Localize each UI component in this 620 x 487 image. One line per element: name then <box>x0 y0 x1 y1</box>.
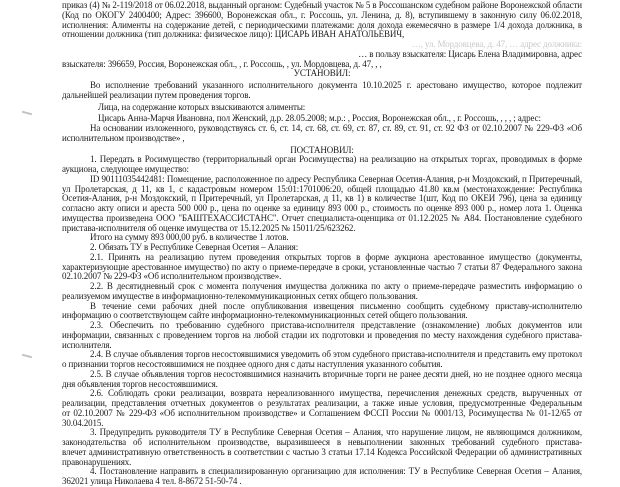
text-line: 2.6. Соблюдать сроки реализации, возврата нереализованного имущества, перечисления денежных средств, вырученных от <box>90 389 582 399</box>
text-line: реализации, представления отчетных документов о результатах реализации, а также иные условия, предусмотренные Федеральным <box>62 399 582 408</box>
scan-mark <box>22 354 32 359</box>
text-line: 02.10.2007 № 229-ФЗ «Об исполнительном производстве». <box>62 271 282 282</box>
text-line: информацию о соответствующем сайте информационно-телекоммуникационных сетей общего пользования. <box>62 310 468 321</box>
text-line: имущества произведена ООО "БАШТЕХАССИСТАНС". Отчет специалиста-оценщика от 01.12.2025 № А84. Постановление судебного <box>62 213 582 223</box>
text-line: реализуемом имуществе в информационно-телекоммуникационных сетях общего пользования. <box>62 290 418 301</box>
text-line: Итого на сумму 893 000,00 руб. в количестве 1 лотов. <box>90 232 289 243</box>
text-line: исполнения: Алименты на содержание детей, с периодическими платежами: доля дохода ежемесячно в размере 1/4 дохода должника, в <box>62 20 582 30</box>
text-line: от 02.10.2007 № 229-ФЗ «Об исполнительном производстве» и Соглашением ФССП России № 0001/13, Росимущества № 01-12/65 от <box>62 408 582 418</box>
text-line: взыскателя: 396659, Россия, Воронежская обл., , г. Россошь, , ул. Мордовцева, д. 47, , , <box>62 58 382 69</box>
text-line: 2.1. Принять на реализацию путем проведения открытых торгов в форме аукциона арестованное имущество (документы, <box>90 252 582 262</box>
text-line: характеризующие арестованное имущество) по акту о приеме-передаче в сроки, установленные частью 7 статьи 87 Федерального закона <box>62 262 582 272</box>
text-line-faded: …, ул. Мордовцева, д. 47, … адрес должника: <box>411 39 582 49</box>
text-line: информации, связанных с проведением торгов на любой стадии их подготовки и проведения по месту нахождения судебного пристава- <box>62 330 582 340</box>
text-line: о признании торгов несостоявшимися не позднее одного дня с даты наступления указанного события. <box>62 359 443 369</box>
text-line: приказ (4) № 2-119/2018 от 06.02.2018, выданный органом: Судебный участок № 5 в Россошанском судебном районе Воронежской области <box>62 1 582 10</box>
text-line: исполнительном производстве» , <box>62 132 185 143</box>
text-line: ул Пролетарская, д 11, кв 1, с кадастровым номером 15:01:1701006:20, общей площадью 41.80 кв.м (местонахождение: Республика <box>62 184 582 194</box>
text-line: На основании изложенного, руководствуясь ст. 6, ст. 14, ст. 68, ст. 69, ст. 87, ст. 89, ст. 91, ст. 92 ФЗ от 02.10.2007 № 229-ФЗ «Об <box>90 124 582 133</box>
text-line: дальнейшей реализации путем проведения торгов. <box>62 89 251 100</box>
text-line: 362021 улица Николаева 4 тел. 8-8672 51-50-74 . <box>62 476 242 486</box>
text-line: 2.2. В десятидневный срок с момента получения имущества должника по акту о приеме-передаче разместить информацию о <box>90 282 582 291</box>
text-line: дня объявления торгов несостоявшимися. <box>62 378 218 389</box>
text-line: Цисарь Анна-Марчя Ивановна, пол Женский, д.р. 28.05.2008; м.р.: , Россия, Воронежская обл., , г. Россошь, , , , ; адрес: <box>98 113 541 124</box>
text-line: согласно акту описи и ареста 500 000 р., цена по оценке за единицу 893 000 р., стоимость по оценке 893 000 р., номер лота 1. Оценка <box>62 204 582 213</box>
text-line: исполнителя. <box>62 339 112 350</box>
text-line: 30.04.2015. <box>62 417 104 428</box>
text-line: 2. Обязать ТУ в Республике Северная Осетия – Алания: <box>90 242 299 252</box>
text-line: пристава-исполнителя об оценке имущества от 15.12.2025 № 15011/25/623262. <box>62 222 356 233</box>
scan-mark <box>22 111 32 116</box>
text-line: 3. Предупредить руководителя ТУ в Республике Северная Осетия – Алания, что нарушение лицом, не являющимся должником, <box>90 428 582 438</box>
text-line: влечет административную ответственность в соответствии с частью 3 статьи 17.14 Кодекса Российской Федерации об административных <box>62 447 582 457</box>
text-line: 2.4. В случае объявления торгов несостоявшимися уведомить об этом судебного пристава-исполнителя и представить ему протокол <box>90 350 582 360</box>
text-line: Лица, на содержание которых взыскиваются алименты: <box>98 101 306 112</box>
text-line: 4. Постановление направить в специализированную организацию для исполнения: ТУ в Республике Северная Осетия – Алания, <box>90 467 582 477</box>
text-line: (Код по ОКОГУ 2400400; Адрес: 396600, Воронежская обл., г. Россошь, ул. Ленина, д. 8), вступившему в законную силу 06.02.2018, <box>62 10 582 20</box>
text-line-partially-faded: … в пользу взыскателя: Цисарь Елена Владимировна, адрес <box>358 48 582 59</box>
text-line: В течение семи рабочих дней после опубликования извещения письменно сообщить судебному приставу-исполнителю <box>90 301 582 311</box>
text-line: Во исполнение требований указанного исполнительного документа 10.10.2025 г. арестовано имущество, которое подлежит <box>90 81 582 90</box>
text-line: отношении должника (тип должника: физическое лицо): ЦИСАРЬ ИВАН АНАТОЛЬЕВИЧ, <box>62 29 405 40</box>
text-line: аукциона, следующее имущество: <box>62 164 189 174</box>
text-line: ID 90111035442481: Помещение, расположенное по адресу Республика Северная Осетия-Алания, р-н Моздокский, п Притеречный, <box>90 174 582 184</box>
text-line: 1. Передать в Росимущество (территориальный орган Росимущества) на реализацию на открытых торгах, проводимых в форме <box>90 155 582 165</box>
text-line: 2.3. Обеспечить по требованию судебного пристава-исполнителя представление (ознакомление) любых документов или <box>90 321 582 330</box>
document-page <box>62 1 582 487</box>
heading-ustanovil: УСТАНОВИЛ: <box>293 68 351 79</box>
text-line: правонарушениях. <box>62 456 132 467</box>
text-line: Осетия-Алания, р-н Моздокский, п Притеречный, ул Пролетарская, д 11, кв 1) в количестве 1(шт, Код по ОКЕИ 796), цена за единицу <box>62 194 582 204</box>
heading-postanovil: ПОСТАНОВИЛ: <box>290 144 354 155</box>
text-line: 2.5. В случае объявления торгов несостоявшимися назначить вторичные торги не ранее десяти дней, но не позднее одного месяца <box>90 369 582 379</box>
text-line: законодательства об исполнительном производстве, выразившееся в невыполнении законных требований судебного пристава- <box>62 438 582 447</box>
